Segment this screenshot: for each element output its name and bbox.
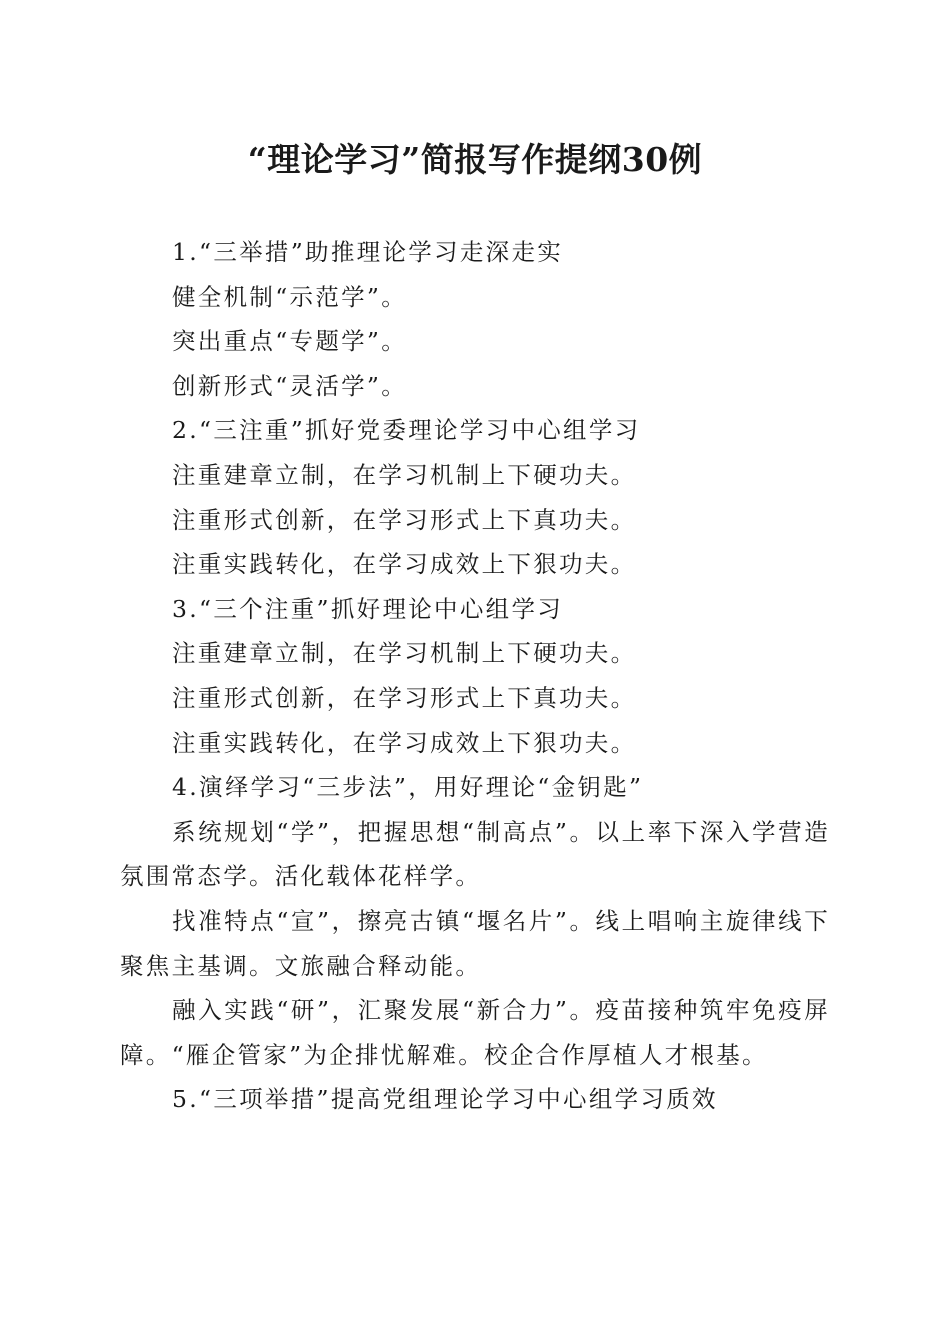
text-paragraph: 找准特点“宣”，擦亮古镇“堰名片”。线上唱响主旋律线下聚焦主基调。文旅融合释动能。 bbox=[120, 906, 830, 980]
text-line: 5.“三项举措”提高党组理论学习中心组学习质效 bbox=[172, 1085, 718, 1114]
text-line: 3.“三个注重”抓好理论中心组学习 bbox=[172, 594, 564, 623]
text-paragraph: 系统规划“学”，把握思想“制高点”。以上率下深入学营造氛围常态学。活化载体花样学。 bbox=[120, 817, 830, 891]
text-line: 突出重点“专题学”。 bbox=[172, 327, 408, 356]
text-line: 注重形式创新，在学习形式上下真功夫。 bbox=[172, 683, 637, 712]
text-line: 健全机制“示范学”。 bbox=[172, 282, 408, 311]
text-line: 注重形式创新，在学习形式上下真功夫。 bbox=[172, 505, 637, 534]
document-title: “理论学习”简报写作提纲30例 bbox=[247, 140, 703, 179]
text-line: 注重建章立制，在学习机制上下硬功夫。 bbox=[172, 639, 637, 668]
document-body bbox=[120, 230, 830, 1122]
text-line: 1.“三举措”助推理论学习走深走实 bbox=[172, 238, 564, 266]
text-line: 4.演绎学习“三步法”，用好理论“金钥匙” bbox=[172, 773, 644, 802]
text-line: 注重实践转化，在学习成效上下狠功夫。 bbox=[172, 550, 637, 579]
text-line: 2.“三注重”抓好党委理论学习中心组学习 bbox=[172, 416, 641, 445]
text-line: 注重实践转化，在学习成效上下狠功夫。 bbox=[172, 728, 637, 757]
text-line: 注重建章立制，在学习机制上下硬功夫。 bbox=[172, 460, 637, 489]
text-paragraph: 融入实践“研”，汇聚发展“新合力”。疫苗接种筑牢免疫屏障。“雁企管家”为企排忧解难。校企合作厚植人才根基。 bbox=[120, 996, 830, 1069]
text-line: 创新形式“灵活学”。 bbox=[172, 371, 408, 400]
